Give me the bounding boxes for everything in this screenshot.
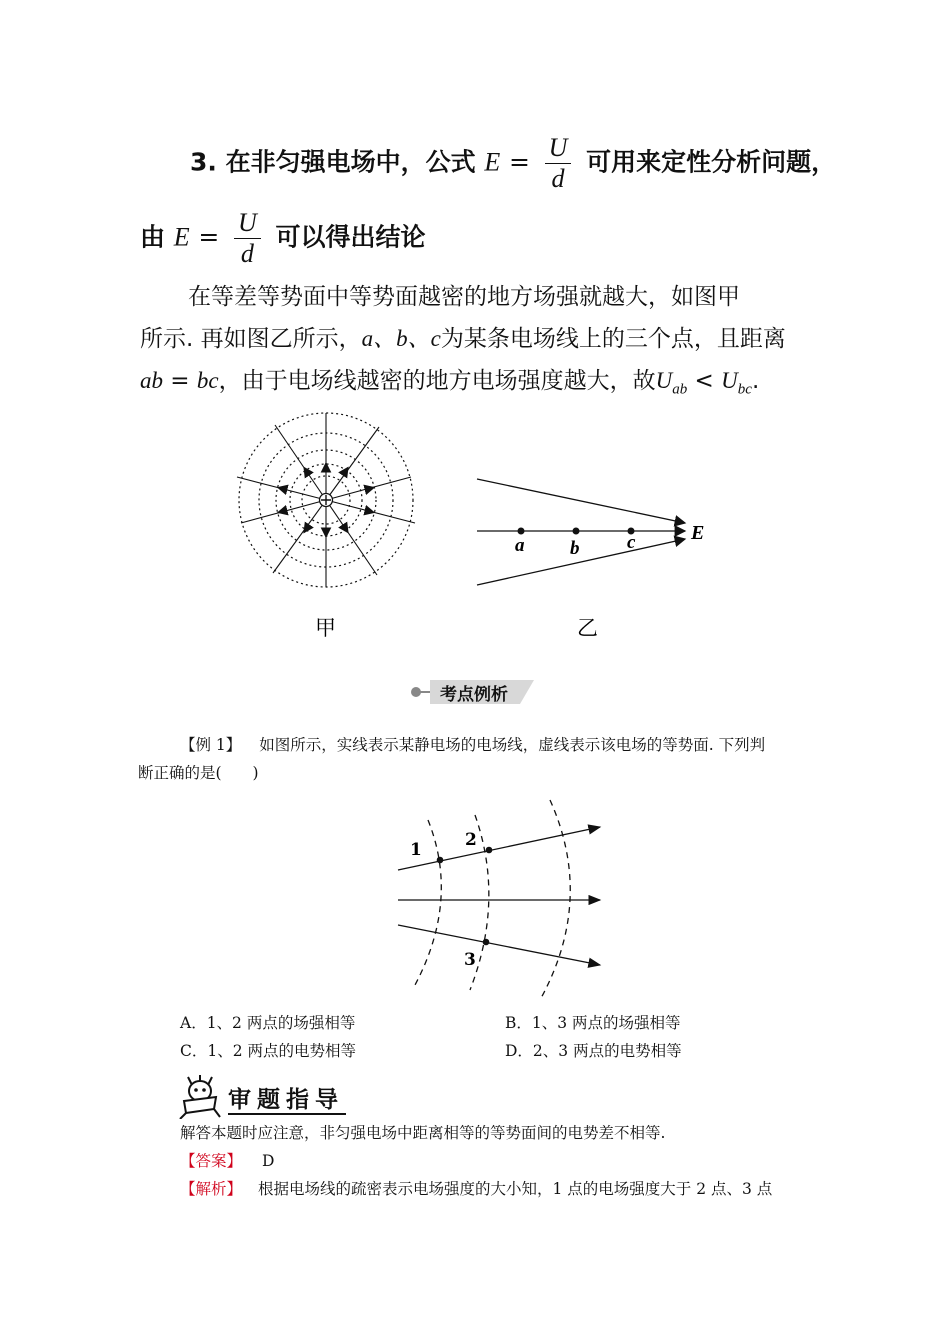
label-b: b: [570, 538, 580, 559]
field-line-bottom: [477, 539, 685, 585]
arrow: [372, 512, 374, 513]
point3-line1-prefix: 在非匀强电场中，公式: [225, 147, 476, 177]
paragraph-points: a、b、c: [361, 326, 441, 351]
symbol-E-2: E: [173, 222, 190, 252]
field-line: [326, 427, 379, 500]
subscript-ab: ab: [672, 381, 688, 398]
point3-line1: [190, 133, 836, 194]
paragraph-line2: [140, 318, 820, 360]
point-1-dot: [437, 857, 444, 864]
option-C[interactable]: C．1、2 两点的电势相等: [180, 1042, 357, 1060]
option-A[interactable]: A．1、2 两点的场强相等: [180, 1014, 356, 1032]
field-line-top: [398, 827, 600, 870]
subscript-bc: bc: [737, 381, 752, 398]
guide-underline: [228, 1113, 346, 1115]
example-question-line1: [138, 731, 828, 759]
field-line: [273, 500, 326, 573]
paragraph-line3: [140, 360, 820, 411]
point-b-dot: [573, 528, 580, 535]
arrow: [304, 531, 305, 533]
segment-ab: ab: [140, 368, 163, 393]
answer-tag: 【答案】: [180, 1152, 243, 1170]
point3-line2-prefix: 由: [140, 222, 166, 252]
label-a: a: [515, 535, 525, 556]
example-tag: 【例 1】: [180, 736, 242, 754]
analysis-tag: 【解析】: [180, 1180, 243, 1198]
reading-figure-icon: [174, 1075, 226, 1119]
guide-header: [174, 1075, 349, 1119]
label-3: 3: [464, 950, 476, 970]
less-than: <: [687, 368, 722, 394]
point3-number: 3.: [190, 147, 217, 177]
fraction-U-over-d: [545, 133, 572, 194]
field-line-bottom: [398, 925, 600, 965]
point-3-dot: [483, 939, 490, 946]
arrow: [372, 488, 374, 489]
guide-text: 解答本题时应注意，非匀强电场中距离相等的等势面间的电势差不相等.: [180, 1124, 666, 1142]
fraction-numerator: U: [545, 133, 572, 164]
arrow: [304, 468, 305, 470]
equals-sign-2: =: [198, 222, 220, 252]
arrow: [347, 531, 348, 533]
paragraph-line2-a: 所示. 再如图乙所示，: [140, 326, 362, 352]
point3-line1-suffix: 可用来定性分析问题，: [586, 147, 837, 177]
fraction-numerator-2: U: [234, 208, 261, 239]
paragraph: [140, 276, 820, 411]
segment-bc: bc: [196, 368, 219, 393]
paragraph-line1: 在等差等势面中等势面越密的地方场强就越大，如图甲: [188, 284, 740, 310]
example-question-line2: 断正确的是( ): [138, 764, 259, 782]
fraction-denominator-2: d: [240, 239, 254, 268]
figure-example: [390, 795, 610, 1005]
answer-line: [180, 1147, 274, 1175]
field-line-top: [477, 479, 685, 523]
label-yi: 乙: [577, 616, 598, 640]
label-1: 1: [410, 840, 422, 860]
fraction-U-over-d-2: [234, 208, 261, 269]
symbol-E: E: [484, 147, 501, 177]
label-jia: 甲: [315, 616, 336, 640]
field-line: [241, 500, 326, 523]
analysis-text: 根据电场线的疏密表示电场强度的大小知，1 点的电场强度大于 2 点、3 点: [258, 1180, 773, 1198]
point3-line2: [140, 208, 426, 269]
point3-line2-suffix: 可以得出结论: [275, 222, 426, 252]
label-2: 2: [465, 830, 477, 850]
symbol-U-ab: U: [655, 368, 673, 393]
equals-sign: =: [508, 147, 530, 177]
option-D[interactable]: D．2、3 两点的电势相等: [505, 1042, 682, 1060]
field-line: [326, 477, 411, 500]
paragraph-line2-b: 为某条电场线上的三个点，且距离: [440, 326, 786, 352]
label-c: c: [627, 532, 636, 553]
guide-title: 审题指导: [228, 1087, 344, 1113]
section-banner: [410, 676, 535, 708]
paragraph-period: .: [751, 368, 760, 394]
point-charge-diagram: [237, 413, 415, 587]
fraction-denominator: d: [551, 164, 565, 193]
banner-text: 考点例析: [440, 685, 508, 705]
point-2-dot: [486, 847, 493, 854]
example-question: [138, 731, 828, 787]
arrow: [347, 468, 348, 470]
arrow: [278, 512, 280, 513]
arrow: [278, 488, 280, 489]
converging-field-diagram: [477, 479, 685, 585]
answer-value: D: [262, 1152, 275, 1170]
symbol-U-bc: U: [721, 368, 738, 393]
point-a-dot: [518, 528, 525, 535]
analysis-line: [180, 1175, 772, 1203]
paragraph-line3-rest: ，由于电场线越密的地方电场强度越大，故: [218, 368, 656, 394]
figure-jia-yi: [225, 405, 725, 650]
option-B[interactable]: B．1、3 两点的场强相等: [505, 1014, 681, 1032]
equals-ab-bc: =: [163, 368, 197, 394]
label-E: E: [691, 522, 705, 544]
example-text-1: 如图所示，实线表示某静电场的电场线，虚线表示该电场的等势面. 下列判: [259, 736, 766, 754]
